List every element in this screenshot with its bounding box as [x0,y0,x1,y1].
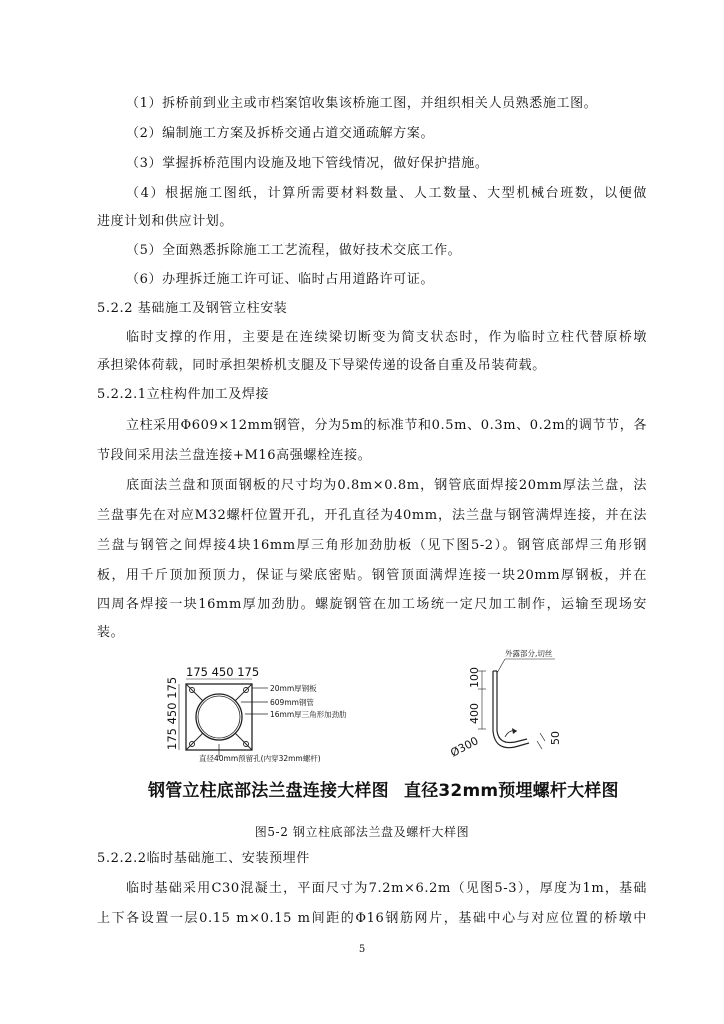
dim-top-label: 175 450 175 [186,665,260,679]
list-item-5: （5）全面熟悉拆除施工工艺流程，做好技术交底工作。 [126,243,462,258]
dim-100-label: 100 [468,667,481,688]
bolt-detail-drawing [445,645,615,760]
paragraph-4-line-2: 上下各设置一层0.15 m×0.15 m间距的Φ16钢筋网片，基础中心与对应位置的桥墩中 [97,911,647,926]
figure-caption: 图5-2 钢立柱底部法兰盘及螺杆大样图 [254,825,470,839]
paragraph-4-line-1: 临时基础采用C30混凝土，平面尺寸为7.2m×6.2m（见图5-3），厚度为1m，基础 [126,881,647,896]
dim-50-label: 50 [549,731,562,745]
list-item-3: （3）掌握拆桥范围内设施及地下管线情况，做好保护措施。 [126,156,489,171]
list-item-2: （2）编制施工方案及拆桥交通占道交通疏解方案。 [126,126,435,141]
section-heading-5-2-2: 5.2.2 基础施工及钢管立柱安装 [97,301,288,316]
list-item-6: （6）办理拆迁施工许可证、临时占用道路许可证。 [126,272,435,287]
flange-detail-drawing [155,660,370,765]
note-exposed-thread: 外露部分,切丝 [505,649,553,658]
label-stiffener-rib: 16mm厚三角形加劲肋 [270,710,347,719]
paragraph-3-line-1: 底面法兰盘和顶面钢板的尺寸均为0.8m×0.8m，钢管底面焊接20mm厚法兰盘，法 [126,478,647,493]
paragraph-2-line-1: 立柱采用Φ609×12mm钢管，分为5m的标准节和0.5m、0.3m、0.2m的调节节，各 [126,418,647,433]
list-item-1: （1）拆桥前到业主或市档案馆收集该桥施工图，并组织相关人员熟悉施工图。 [126,96,598,111]
paragraph-3-line-4: 板，用千斤顶加预顶力，保证与梁底密贴。钢管顶面满焊连接一块20mm厚钢板，并在 [97,568,647,583]
figure-title-flange: 钢管立柱底部法兰盘连接大样图 [148,781,389,801]
list-item-4-cont: 进度计划和供应计划。 [97,214,234,229]
dim-300-label: Ø300 [448,734,481,760]
section-heading-5-2-2-2: 5.2.2.2临时基础施工、安装预埋件 [97,851,310,866]
list-item-4: （4）根据施工图纸，计算所需要材料数量、人工数量、大型机械台班数，以便做 [126,186,647,201]
paragraph-3-line-2: 兰盘事先在对应M32螺杆位置开孔，开孔直径为40mm，法兰盘与钢管满焊连接，并在法 [97,508,647,523]
dim-400-label: 400 [468,703,481,724]
paragraph-3-line-5: 四周各焊接一块16mm厚加劲肋。螺旋钢管在加工场统一定尺加工制作，运输至现场安 [97,597,647,612]
section-heading-5-2-2-1: 5.2.2.1立柱构件加工及焊接 [97,387,270,402]
label-bolt-hole: 直径40mm预留孔(内穿32mm螺杆) [199,754,321,763]
paragraph-3-line-3: 兰盘与钢管之间焊接4块16mm厚三角形加劲肋板（见下图5-2）。钢管底部焊三角形钢 [97,538,647,553]
page-number: 5 [358,944,366,955]
label-steel-pipe: 609mm钢管 [270,698,314,707]
figure-title-bolt: 直径32mm预埋螺杆大样图 [404,781,619,801]
paragraph-3-line-6: 装。 [97,625,125,640]
dim-side-label: 175 450 175 [165,676,179,750]
label-steel-plate: 20mm厚钢板 [270,684,317,693]
paragraph-1-line-2: 承担梁体荷载，同时承担架桥机支腿及下导梁传递的设备自重及吊装荷载。 [97,358,546,373]
paragraph-2-line-2: 节段间采用法兰盘连接+M16高强螺栓连接。 [97,448,372,463]
paragraph-1-line-1: 临时支撑的作用，主要是在连续梁切断变为简支状态时，作为临时立柱代替原桥墩 [126,330,647,345]
